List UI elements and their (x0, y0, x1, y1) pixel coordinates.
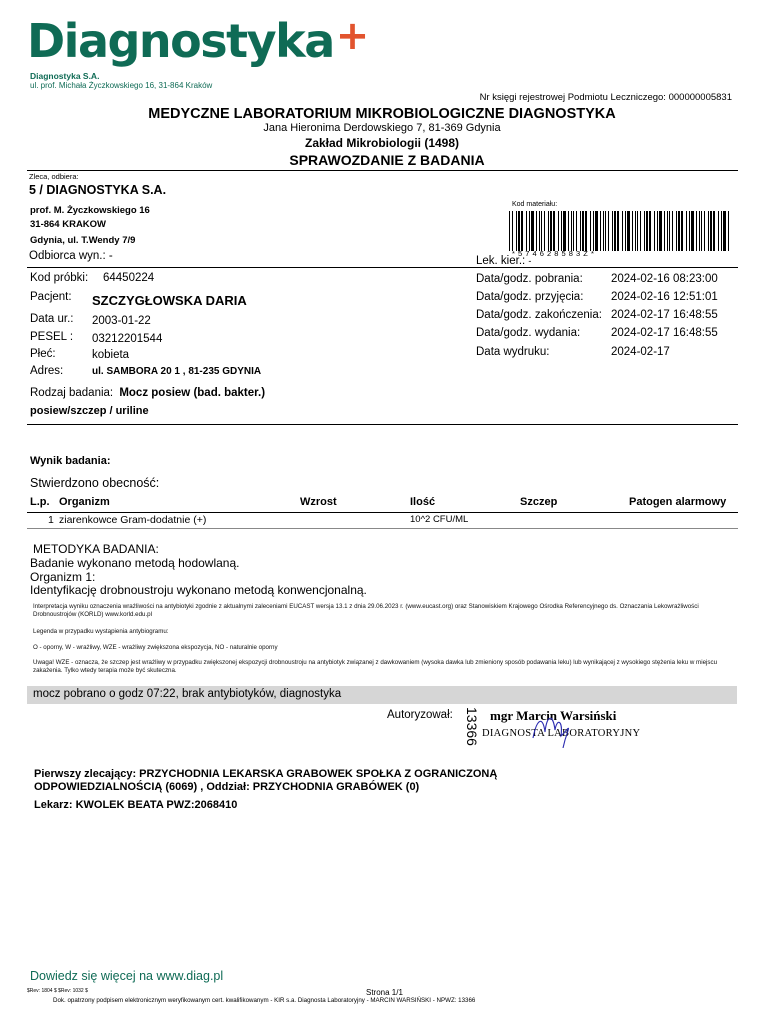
authorized-label: Autoryzował: (387, 709, 453, 721)
company-address: ul. prof. Michała Życzkowskiego 16, 31-864 Kraków (30, 81, 213, 90)
exam-type-label: Rodzaj badania: (30, 387, 114, 399)
barcode-bar (681, 211, 683, 251)
patient-label: Pacjent: (30, 291, 72, 303)
barcode-bar (627, 211, 630, 251)
barcode-bar (617, 211, 619, 251)
diag-link[interactable]: Dowiedz się więcej na www.diag.pl (30, 969, 224, 983)
barcode-bar (691, 211, 694, 251)
barcode-bar (704, 211, 705, 251)
barcode-bar (701, 211, 702, 251)
barcode-bar (571, 211, 572, 251)
material-code-label: Kod materiału: (512, 201, 558, 208)
method-line-1: Badanie wykonano metodą hodowlaną. (30, 556, 240, 570)
page-number: Strona 1/1 (366, 988, 403, 997)
report-title: SPRAWOZDANIE Z BADANIA (289, 152, 485, 168)
first-orderer-line-1: Pierwszy zlecający: PRZYCHODNIA LEKARSKA GRABOWEK SPOŁKA Z OGRANICZONĄ (34, 768, 498, 780)
barcode-bar (536, 211, 537, 251)
barcode-bar (595, 211, 598, 251)
barcode-bar (713, 211, 715, 251)
orderer-divider (27, 267, 738, 268)
row-amount: 10^2 CFU/ML (410, 514, 469, 525)
barcode-bar (649, 211, 651, 251)
barcode-bar (664, 211, 665, 251)
barcode-bar (582, 211, 584, 251)
barcode-bar (699, 211, 700, 251)
date-label: Data/godz. przyjęcia: (476, 291, 584, 303)
col-organism: Organizm (59, 496, 110, 508)
exam-type (30, 387, 265, 399)
barcode-bar (568, 211, 569, 251)
date-label: Data/godz. wydania: (476, 327, 581, 339)
barcode-bar (531, 211, 534, 251)
first-orderer-line-2: ODPOWIEDZIALNOŚCIĄ (6069) , Oddział: PRZYCHODNIA GRABÓWEK (0) (34, 781, 420, 793)
doctor-field (476, 255, 531, 267)
address-label: Adres: (30, 365, 64, 377)
method-line-2: Organizm 1: (30, 570, 96, 584)
comment: mocz pobrano o godz 07:22, brak antybiotyków, diagnostyka (33, 688, 342, 700)
barcode-bar (728, 211, 729, 251)
date-label: Data/godz. zakończenia: (476, 309, 602, 321)
signature-title: DIAGNOSTA LABORATORYJNY (482, 728, 641, 739)
patient-name: SZCZYGŁOWSKA DARIA (92, 293, 247, 308)
col-growth: Wzrost (300, 496, 337, 508)
sex-label: Płeć: (30, 348, 56, 360)
orderer-address-3: Gdynia, ul. T.Wendy 7/9 (30, 235, 136, 246)
found-label: Stwierdzono obecność: (30, 476, 160, 490)
barcode-bar (689, 211, 690, 251)
barcode-bar (676, 211, 677, 251)
col-lp: L.p. (30, 496, 50, 508)
registry-number: Nr księgi rejestrowej Podmiotu Leczniczego: 000000005831 (479, 92, 732, 103)
barcode-text: * 5 7 4 6 2 8 5 8 3 Z * (512, 249, 595, 258)
signature-scribble (525, 708, 585, 753)
barcode-bar (654, 211, 655, 251)
date-value: 2024-02-17 (611, 346, 670, 358)
recipient: Odbiorca wyn.: - (29, 250, 113, 262)
barcode-bar (539, 211, 540, 251)
method-note-codes: O - oporny, W - wrażliwy, WZE - wrażliwy zwiększona ekspozycja, NO - naturalnie oporny (33, 644, 278, 651)
col-alarm: Patogen alarmowy (629, 496, 727, 508)
barcode-bar (625, 211, 626, 251)
barcode-bar (672, 211, 673, 251)
sample-code: 64450224 (103, 272, 155, 284)
barcode-bar (509, 211, 510, 251)
method-note-eucast: Interpretacja wyniku oznaczenia wrażliwości na antybiotyki zgodnie z aktualnymi zaleceniami EUCAST wersja 13.1 z dnia 29.06.2023 r. (www.eucast.org) oraz Stanowiskiem Krajowego Ośrodka Referencyjnego ds. Oznaczania Lekowrażliwości Drobnoustrojów (KORLD) www.korld.edu.pl (33, 603, 699, 618)
signature-number: 13366 (464, 707, 480, 746)
orderer-address-2: 31-864 KRAKOW (30, 219, 107, 230)
barcode-bar (612, 211, 613, 251)
table-row-divider (27, 528, 738, 529)
diagnostyka-logo (27, 13, 368, 68)
company-name: Diagnostyka S.A. (30, 71, 100, 81)
barcode-bar (667, 211, 668, 251)
logo-text: Diagnostyka (27, 14, 334, 68)
revision-info: $Rev: 1804 $ $Rev: 1032 $ (27, 988, 88, 994)
signature-name: mgr Marcin Warsiński (490, 708, 617, 723)
barcode-bar (669, 211, 670, 251)
barcode-bar (561, 211, 562, 251)
orderer-address-1: prof. M. Życzkowskiego 16 (30, 205, 150, 216)
doctor-label: Lek. kier.: (476, 255, 526, 267)
barcode-bar (553, 211, 555, 251)
date-value: 2024-02-17 16:48:55 (611, 309, 718, 321)
plus-icon: + (335, 13, 368, 59)
lab-name: MEDYCZNE LABORATORIUM MIKROBIOLOGICZNE DIAGNOSTYKA (148, 106, 616, 122)
barcode-bar (541, 211, 542, 251)
orderer-label: Zleca, odbiera: (29, 172, 79, 181)
col-strain: Szczep (520, 496, 558, 508)
barcode-bar (558, 211, 559, 251)
exam-code: posiew/szczep / uriline (30, 405, 149, 417)
barcode-bar (603, 211, 604, 251)
barcode-bar (708, 211, 709, 251)
barcode-bar (516, 211, 517, 251)
barcode-bar (563, 211, 566, 251)
barcode-bar (590, 211, 591, 251)
barcode-bar (718, 211, 719, 251)
barcode-bar (608, 211, 609, 251)
barcode-bar (637, 211, 638, 251)
col-amount: Ilość (410, 496, 436, 508)
date-label: Data wydruku: (476, 346, 550, 358)
barcode-bar (644, 211, 645, 251)
barcode-bar (529, 211, 530, 251)
method-note-wze: Uwaga! WZE - oznacza, że szczep jest wrażliwy w przypadku zwiększonej ekspozycji drobnoustroju na antybiotyk związanej z dawkowaniem (wysoka dawka lub zmieniony sposób podawania leku) lub wynikającej z wysokiego stężenia leku w miejscu zakażenia. Tylko wtedy terapia może być skuteczna. (33, 659, 718, 674)
barcode-bar (640, 211, 641, 251)
doctor-value: - (528, 256, 532, 266)
pesel-label: PESEL : (30, 331, 74, 343)
dob: 2003-01-22 (92, 315, 151, 327)
barcode-bar (576, 211, 577, 251)
method-title: METODYKA BADANIA: (33, 542, 159, 556)
row-lp: 1 (48, 514, 54, 526)
barcode-bar (659, 211, 662, 251)
row-organism: ziarenkowce Gram-dodatnie (+) (59, 514, 207, 526)
patient-divider (27, 424, 738, 425)
barcode-bar (622, 211, 623, 251)
barcode-bar (635, 211, 636, 251)
barcode-bar (678, 211, 680, 251)
barcode-bar (593, 211, 594, 251)
barcode-bar (723, 211, 726, 251)
sample-code-label: Kod próbki: (30, 272, 89, 284)
date-value: 2024-02-16 08:23:00 (611, 273, 718, 285)
result-title: Wynik badania: (30, 455, 111, 467)
barcode-bar (544, 211, 545, 251)
barcode-bar (550, 211, 552, 251)
signed-note: Dok. opatrzony podpisem elektronicznym weryfikowanym cert. kwalifikowanym - KIR s.a. Diagnosta Laboratoryjny - MARCIN WARSIŃSKI - NPWZ: 13366 (53, 997, 476, 1004)
header-divider (27, 170, 738, 171)
method-line-3: Identyfikację drobnoustroju wykonano metodą konwencjonalną. (30, 583, 367, 597)
sex: kobieta (92, 349, 130, 361)
barcode-bar (686, 211, 687, 251)
date-label: Data/godz. pobrania: (476, 273, 583, 285)
barcode-bar (512, 211, 513, 251)
lab-address: Jana Hieronima Derdowskiego 7, 81-369 Gdynia (263, 122, 501, 134)
date-value: 2024-02-17 16:48:55 (611, 327, 718, 339)
barcode-bar (657, 211, 658, 251)
pesel: 03212201544 (92, 333, 163, 345)
barcode-bar (573, 211, 574, 251)
barcode-bar (696, 211, 697, 251)
method-note-legend: Legenda w przypadku wystąpienia antybiogramu: (33, 628, 169, 635)
department: Zakład Mikrobiologii (1498) (304, 136, 460, 150)
barcode-bar (580, 211, 581, 251)
barcode-bar (605, 211, 606, 251)
barcode-bar (526, 211, 527, 251)
ordering-doctor: Lekarz: KWOLEK BEATA PWZ:2068410 (34, 799, 238, 811)
barcode-bar (600, 211, 601, 251)
exam-type-value: Mocz posiew (bad. bakter.) (119, 387, 266, 399)
barcode-bar (721, 211, 722, 251)
barcode-bar (585, 211, 587, 251)
barcode-bar (646, 211, 648, 251)
barcode-bar (632, 211, 633, 251)
orderer-name: 5 / DIAGNOSTYKA S.A. (29, 183, 167, 197)
barcode-bar (518, 211, 520, 251)
barcode-bar (548, 211, 549, 251)
barcode-bar (710, 211, 712, 251)
barcode-bar (521, 211, 523, 251)
dob-label: Data ur.: (30, 313, 74, 325)
date-value: 2024-02-16 12:51:01 (611, 291, 718, 303)
barcode-bar (614, 211, 616, 251)
table-header-divider (27, 512, 738, 513)
patient-address: ul. SAMBORA 20 1 , 81-235 GDYNIA (92, 366, 262, 377)
